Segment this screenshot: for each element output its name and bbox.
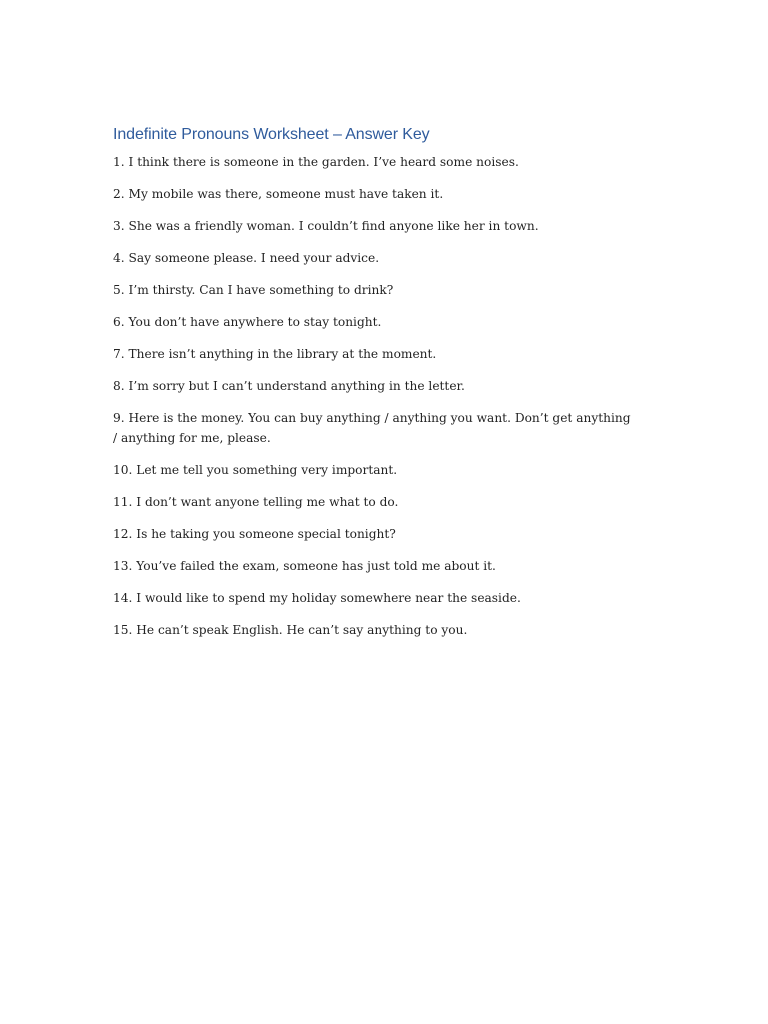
document-title: Indefinite Pronouns Worksheet – Answer Key <box>113 126 430 143</box>
answer-item: 9. Here is the money. You can buy anything / anything you want. Don’t get anything / anything for me, please. <box>113 411 631 445</box>
answer-item: 12. Is he taking you someone special tonight? <box>113 527 396 541</box>
answer-item: 13. You’ve failed the exam, someone has just told me about it. <box>113 559 496 573</box>
answer-item: 3. She was a friendly woman. I couldn’t find anyone like her in town. <box>113 219 539 233</box>
answer-item: 10. Let me tell you something very important. <box>113 463 398 477</box>
answer-item: 2. My mobile was there, someone must have taken it. <box>113 187 444 201</box>
answer-item: 11. I don’t want anyone telling me what to do. <box>113 495 399 509</box>
answer-item: 5. I’m thirsty. Can I have something to drink? <box>113 283 394 297</box>
answer-item: 15. He can’t speak English. He can’t say anything to you. <box>113 623 468 637</box>
document-body <box>113 124 633 652</box>
answer-item: 6. You don’t have anywhere to stay tonight. <box>113 315 382 329</box>
answer-item: 8. I’m sorry but I can’t understand anything in the letter. <box>113 379 465 393</box>
answer-list <box>113 152 633 640</box>
answer-item: 1. I think there is someone in the garden. I’ve heard some noises. <box>113 155 519 169</box>
answer-item: 4. Say someone please. I need your advice. <box>113 251 380 265</box>
answer-item: 7. There isn’t anything in the library at the moment. <box>113 347 437 361</box>
answer-item: 14. I would like to spend my holiday somewhere near the seaside. <box>113 591 521 605</box>
